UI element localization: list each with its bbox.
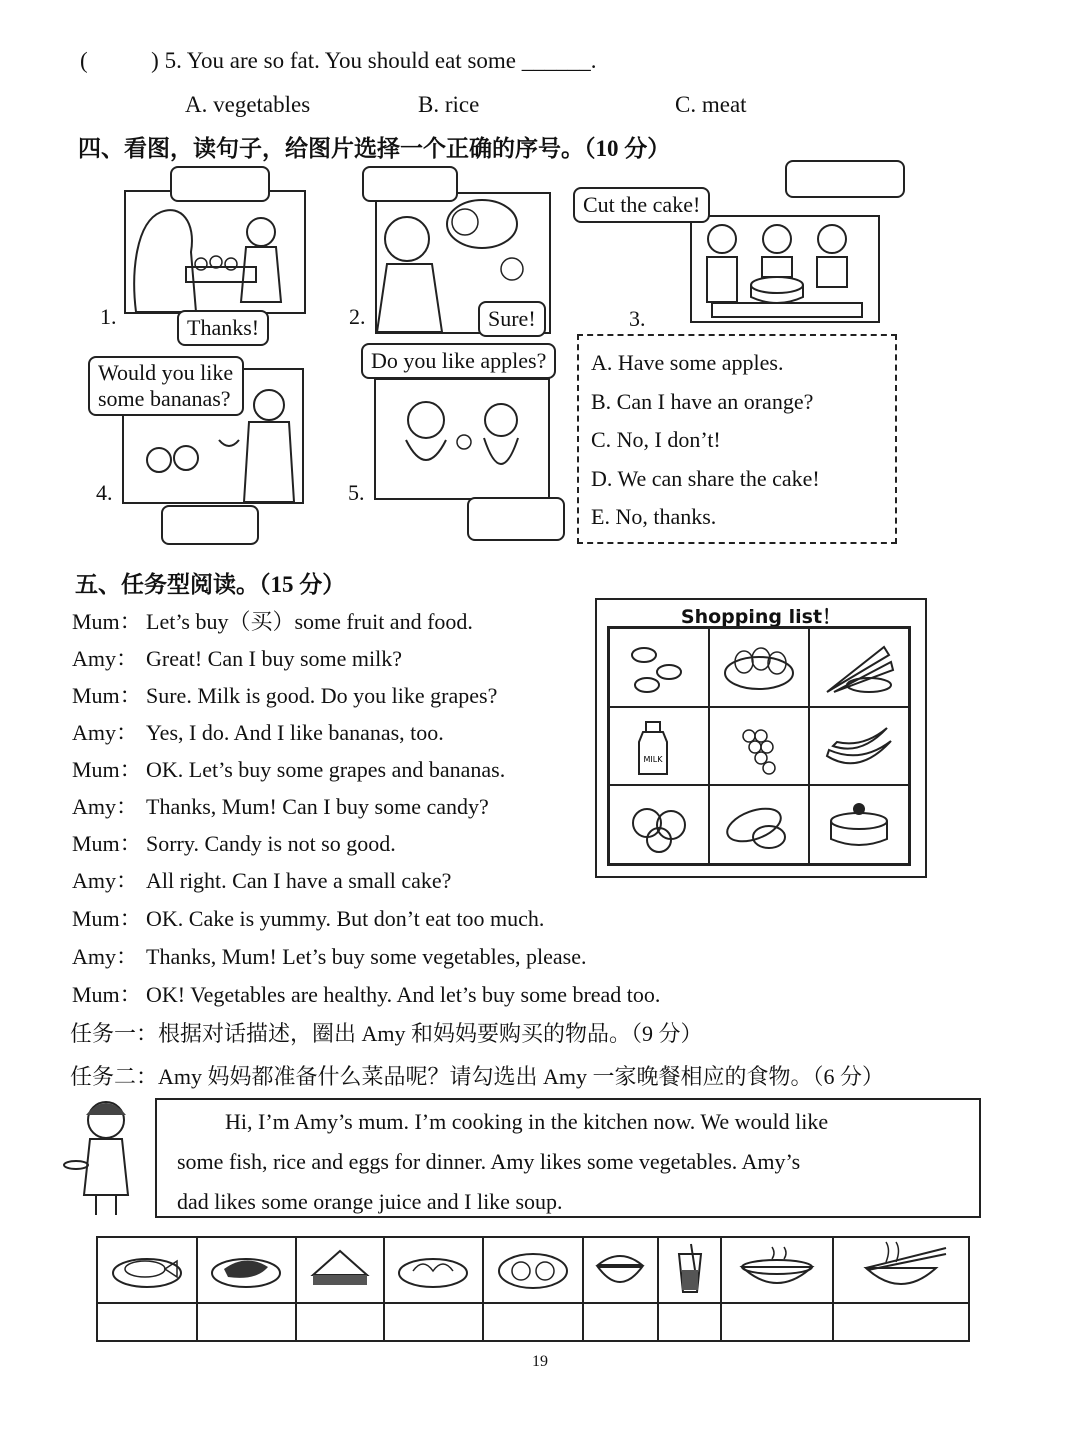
- speaker: Mum：: [72, 683, 142, 708]
- speaker: Mum：: [72, 609, 142, 634]
- mum-text-line-1: Hi, I’m Amy’s mum. I’m cooking in the kitchen now. We would like: [225, 1109, 829, 1134]
- line-text: OK! Vegetables are healthy. And let’s buy some bread too.: [146, 982, 661, 1007]
- dialogue-line: [72, 642, 402, 673]
- picture-3: [690, 215, 880, 323]
- dialogue-line: [72, 827, 396, 858]
- picture-5: [374, 378, 550, 500]
- speaker: Mum：: [72, 831, 142, 856]
- candy-icon[interactable]: [609, 628, 709, 707]
- line-text: Thanks, Mum! Can I buy some candy?: [146, 794, 489, 819]
- milk-label: MILK: [643, 754, 663, 764]
- bubble-line-2: some bananas?: [98, 386, 231, 411]
- option-b-text: B. Can I have an orange?: [591, 388, 814, 414]
- picture-number-3: 3.: [629, 306, 646, 331]
- speaker: Mum：: [72, 906, 142, 931]
- speaker: Amy：: [72, 868, 139, 893]
- line-text: Let’s buy（买）some fruit and food.: [146, 609, 473, 634]
- mum-text-line-2: some fish, rice and eggs for dinner. Amy likes some vegetables. Amy’s: [177, 1149, 801, 1174]
- answer-bubble-2[interactable]: [362, 166, 458, 202]
- speaker: Mum：: [72, 982, 142, 1007]
- milk-icon[interactable]: [609, 707, 709, 786]
- fish-icon: [97, 1237, 197, 1303]
- animals-with-apples-illustration: [376, 380, 548, 498]
- option-c[interactable]: C. meat: [675, 92, 747, 117]
- line-text: OK. Let’s buy some grapes and bananas.: [146, 757, 506, 782]
- people-selling-fruit-illustration: [126, 192, 304, 312]
- answer-bubble-3[interactable]: [785, 160, 905, 198]
- check-cell[interactable]: [583, 1303, 658, 1341]
- options-box: [577, 334, 897, 544]
- line-text: Sure. Milk is good. Do you like grapes?: [146, 683, 498, 708]
- speech-bubble-cut-cake: Cut the cake!: [573, 187, 710, 223]
- bread-icon[interactable]: [709, 785, 809, 864]
- check-cell[interactable]: [97, 1303, 197, 1341]
- check-cell[interactable]: [833, 1303, 969, 1341]
- check-cell[interactable]: [197, 1303, 297, 1341]
- mum-speech-box: [155, 1098, 981, 1218]
- dialogue-line: [72, 864, 451, 895]
- answer-blank[interactable]: ______.: [521, 48, 597, 73]
- dialogue-line: [72, 940, 587, 971]
- question-number: ) 5.: [151, 48, 182, 73]
- check-cell[interactable]: [483, 1303, 583, 1341]
- dialogue-line: [72, 679, 497, 710]
- option-b[interactable]: B. rice: [418, 92, 480, 117]
- dialogue-line: [72, 716, 444, 747]
- speaker: Mum：: [72, 757, 142, 782]
- oranges-icon[interactable]: [609, 785, 709, 864]
- steak-icon: [197, 1237, 297, 1303]
- soup-icon: [721, 1237, 833, 1303]
- grapes-icon[interactable]: [709, 707, 809, 786]
- picture-number-2: 2.: [349, 304, 366, 329]
- speech-bubble-apples: Do you like apples?: [361, 343, 556, 379]
- dinner-food-table: [96, 1236, 970, 1342]
- picture-1: [124, 190, 306, 314]
- juice-icon: [658, 1237, 721, 1303]
- option-c-text: C. No, I don’t!: [591, 427, 721, 452]
- section-4-title: 四、看图，读句子，给图片选择一个正确的序号。（10 分）: [78, 136, 671, 161]
- children-cutting-cake-illustration: [692, 217, 878, 321]
- option-e-text: E. No, thanks.: [591, 504, 717, 529]
- speech-bubble-thanks: Thanks!: [177, 310, 269, 346]
- sandwich-icon: [296, 1237, 383, 1303]
- option-d-text: D. We can share the cake!: [591, 465, 820, 491]
- line-text: All right. Can I have a small cake?: [146, 868, 452, 893]
- eggs-icon[interactable]: [709, 628, 809, 707]
- check-cell[interactable]: [384, 1303, 484, 1341]
- option-a-text: A. Have some apples.: [591, 350, 784, 375]
- task-2: 任务二：Amy 妈妈都准备什么菜品呢？请勾选出 Amy 一家晚餐相应的食物。（6 分）: [70, 1064, 885, 1089]
- dialogue-line: [72, 753, 505, 784]
- answer-paren[interactable]: (: [80, 48, 88, 73]
- page-number: 19: [532, 1353, 548, 1370]
- dialogue-line: [72, 978, 660, 1009]
- picture-number-4: 4.: [96, 480, 113, 505]
- answer-bubble-4[interactable]: [161, 505, 259, 545]
- eggs-icon: [483, 1237, 583, 1303]
- bubble-line-1: Would you like: [98, 360, 234, 385]
- shopping-list: [595, 598, 927, 878]
- task-1: 任务一：根据对话描述，圈出 Amy 和妈妈要购买的物品。（9 分）: [70, 1021, 703, 1046]
- speech-bubble-sure: Sure!: [478, 301, 546, 337]
- check-cell[interactable]: [296, 1303, 383, 1341]
- speaker: Amy：: [72, 646, 139, 671]
- mum-text-line-3: dad likes some orange juice and I like soup.: [177, 1189, 563, 1214]
- speech-bubble-bananas: [88, 356, 244, 416]
- section-5-title: 五、任务型阅读。（15 分）: [75, 572, 346, 597]
- dialogue-line: [72, 605, 473, 636]
- bananas-icon[interactable]: [809, 707, 909, 786]
- picture-number-1: 1.: [100, 304, 117, 329]
- question-text: You are so fat. You should eat some: [186, 48, 516, 73]
- speaker: Amy：: [72, 944, 139, 969]
- picture-number-5: 5.: [348, 480, 365, 505]
- cake-icon[interactable]: [809, 785, 909, 864]
- answer-bubble-1[interactable]: [170, 166, 270, 202]
- check-cell[interactable]: [721, 1303, 833, 1341]
- option-a[interactable]: A. vegetables: [185, 92, 311, 117]
- check-cell[interactable]: [658, 1303, 721, 1341]
- shopping-list-title: Shopping list！: [680, 606, 842, 628]
- line-text: Great! Can I buy some milk?: [146, 646, 402, 671]
- speaker: Amy：: [72, 794, 139, 819]
- line-text: Yes, I do. And I like bananas, too.: [146, 720, 444, 745]
- answer-bubble-5[interactable]: [467, 497, 565, 541]
- dialogue-line: [72, 902, 544, 933]
- dialogue-line: [72, 790, 489, 821]
- line-text: OK. Cake is yummy. But don’t eat too much.: [146, 906, 545, 931]
- question-5: [80, 48, 597, 74]
- mum-cooking-illustration: [62, 1095, 150, 1217]
- noodles-icon: [833, 1237, 969, 1303]
- rice-icon: [583, 1237, 658, 1303]
- line-text: Sorry. Candy is not so good.: [146, 831, 396, 856]
- speaker: Amy：: [72, 720, 139, 745]
- shopping-grid: [607, 626, 911, 866]
- carrots-icon[interactable]: [809, 628, 909, 707]
- vegetables-icon: [384, 1237, 484, 1303]
- line-text: Thanks, Mum! Let’s buy some vegetables, please.: [146, 944, 587, 969]
